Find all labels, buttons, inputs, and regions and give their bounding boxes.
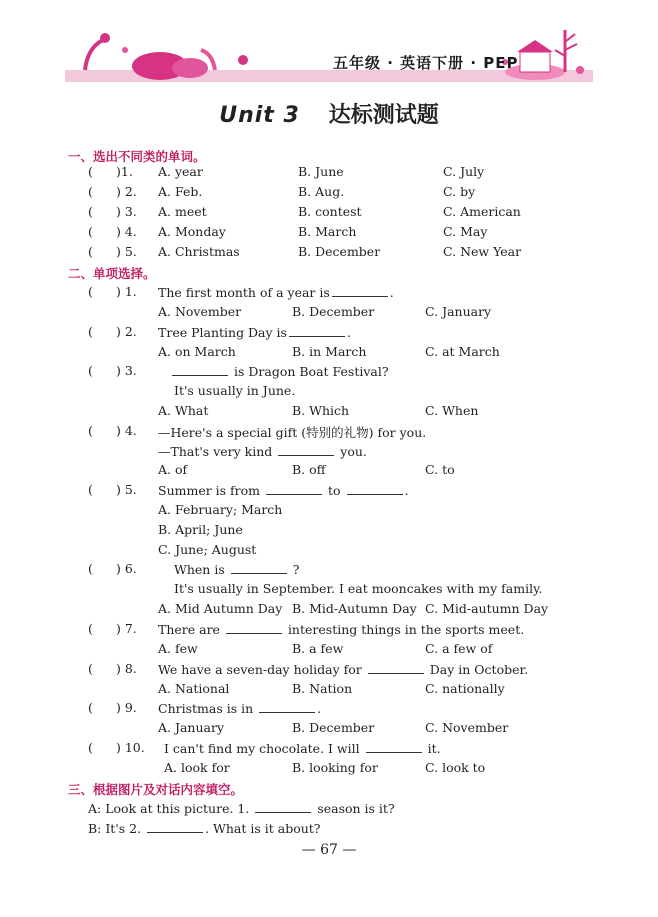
option-b: B. a few: [292, 641, 344, 656]
option-c: C. to: [425, 462, 455, 477]
question-text: is Dragon Boat Festival?: [170, 363, 389, 379]
option-a: A. Monday: [158, 224, 226, 239]
option-c: C. November: [425, 720, 509, 735]
option-c: C. January: [425, 304, 492, 319]
paren-open: (: [88, 324, 93, 339]
paren-open: (: [88, 284, 93, 299]
option-c: C. by: [443, 184, 476, 199]
option-b: B. Nation: [292, 681, 353, 696]
answer-blank[interactable]: [289, 324, 345, 337]
option-b: B. Which: [292, 403, 350, 418]
option-a: A. look for: [164, 760, 230, 775]
option-b: B. December: [292, 720, 375, 735]
option-c: C. nationally: [425, 681, 505, 696]
question-number: ) 7.: [116, 621, 137, 636]
paren-open: (: [88, 621, 93, 636]
section-1-title: 一、选出不同类的单词。: [68, 149, 206, 164]
answer-blank[interactable]: [172, 363, 228, 376]
option-a: A. November: [158, 304, 242, 319]
paren-open: (: [88, 561, 93, 576]
question-number: ) 1.: [116, 284, 137, 299]
option-a: A. year: [158, 164, 203, 179]
question-line2: It's usually in September. I eat mooncakes with my family.: [174, 581, 543, 596]
question-number: ) 8.: [116, 661, 137, 676]
header-banner: [65, 22, 593, 82]
question-number: )1.: [116, 164, 133, 179]
option-c: C. June; August: [158, 542, 257, 557]
paren-open: (: [88, 224, 93, 239]
paren-open: (: [88, 184, 93, 199]
question-number: ) 2.: [116, 324, 137, 339]
option-c: C. at March: [425, 344, 500, 359]
question-text: I can't find my chocolate. I will it.: [164, 741, 441, 756]
option-a: A. National: [158, 681, 230, 696]
question-text: —Here's a special gift (特别的礼物) for you.: [158, 425, 427, 440]
paren-open: (: [88, 204, 93, 219]
question-text: There are interesting things in the sports meet.: [158, 622, 525, 637]
question-number: ) 6.: [116, 561, 137, 576]
option-c: C. July: [443, 164, 485, 179]
question-number: ) 9.: [116, 700, 137, 715]
option-c: C. New Year: [443, 244, 522, 259]
page-title: [0, 98, 658, 129]
paren-open: (: [88, 661, 93, 676]
option-b: B. April; June: [158, 522, 243, 537]
option-b: B. in March: [292, 344, 367, 359]
paren-open: (: [88, 363, 93, 378]
option-b: B. June: [298, 164, 344, 179]
question-number: ) 5.: [116, 244, 137, 259]
paren-open: (: [88, 164, 93, 179]
answer-blank[interactable]: [368, 661, 424, 674]
question-number: ) 10.: [116, 740, 145, 755]
answer-blank[interactable]: [332, 284, 388, 297]
question-text: We have a seven-day holiday for Day in October.: [158, 662, 529, 677]
option-c: C. May: [443, 224, 488, 239]
question-number: ) 4.: [116, 224, 137, 239]
option-c: C. Mid-autumn Day: [425, 601, 549, 616]
option-a: A. Christmas: [158, 244, 240, 259]
title-chinese: 达标测试题: [328, 103, 439, 128]
answer-blank[interactable]: [147, 820, 203, 833]
question-text: Summer is from to .: [158, 483, 409, 498]
answer-blank[interactable]: [347, 482, 403, 495]
option-a: A. Mid Autumn Day: [158, 601, 283, 616]
option-a: A. What: [158, 403, 209, 418]
answer-blank[interactable]: [266, 482, 322, 495]
option-b: B. contest: [298, 204, 362, 219]
option-a: A. Feb.: [158, 184, 203, 199]
answer-blank[interactable]: [259, 700, 315, 713]
option-a: A. meet: [158, 204, 207, 219]
option-c: C. When: [425, 403, 479, 418]
option-a: A. of: [158, 462, 188, 477]
answer-blank[interactable]: [366, 740, 422, 753]
paren-open: (: [88, 740, 93, 755]
question-line2: It's usually in June.: [174, 383, 296, 398]
option-b: B. Mid-Autumn Day: [292, 601, 417, 616]
section-3-title: 三、根据图片及对话内容填空。: [68, 782, 244, 797]
title-unit: Unit 3: [219, 103, 300, 128]
dialogue-line: B: It's 2. . What is it about?: [88, 821, 321, 836]
section-2-title: 二、单项选择。: [68, 266, 156, 281]
question-number: ) 5.: [116, 482, 137, 497]
option-b: B. March: [298, 224, 357, 239]
question-number: ) 4.: [116, 423, 137, 438]
dialogue-line: A: Look at this picture. 1. season is it?: [88, 801, 395, 816]
option-c: C. look to: [425, 760, 486, 775]
option-a: A. few: [158, 641, 198, 656]
option-a: A. February; March: [158, 502, 283, 517]
answer-blank[interactable]: [255, 800, 311, 813]
option-b: B. Aug.: [298, 184, 345, 199]
banner-title: 五年级 · 英语下册 · PEP: [333, 54, 519, 72]
option-c: C. American: [443, 204, 521, 219]
option-b: B. December: [298, 244, 381, 259]
page-number: — 67 —: [301, 842, 357, 858]
paren-open: (: [88, 482, 93, 497]
paren-open: (: [88, 700, 93, 715]
paren-open: (: [88, 244, 93, 259]
option-b: B. December: [292, 304, 375, 319]
question-text: When is ?: [174, 562, 300, 577]
question-text: Tree Planting Day is .: [158, 325, 351, 340]
option-a: A. on March: [158, 344, 236, 359]
option-b: B. looking for: [292, 760, 378, 775]
option-c: C. a few of: [425, 641, 493, 656]
question-number: ) 3.: [116, 204, 137, 219]
option-a: A. January: [158, 720, 225, 735]
question-text: The first month of a year is .: [158, 285, 394, 300]
question-line2: —That's very kind you.: [158, 444, 367, 459]
answer-blank[interactable]: [278, 443, 334, 456]
option-b: B. off: [292, 462, 326, 477]
question-number: ) 2.: [116, 184, 137, 199]
paren-open: (: [88, 423, 93, 438]
question-text: Christmas is in .: [158, 701, 322, 716]
answer-blank[interactable]: [226, 621, 282, 634]
answer-blank[interactable]: [231, 561, 287, 574]
question-number: ) 3.: [116, 363, 137, 378]
